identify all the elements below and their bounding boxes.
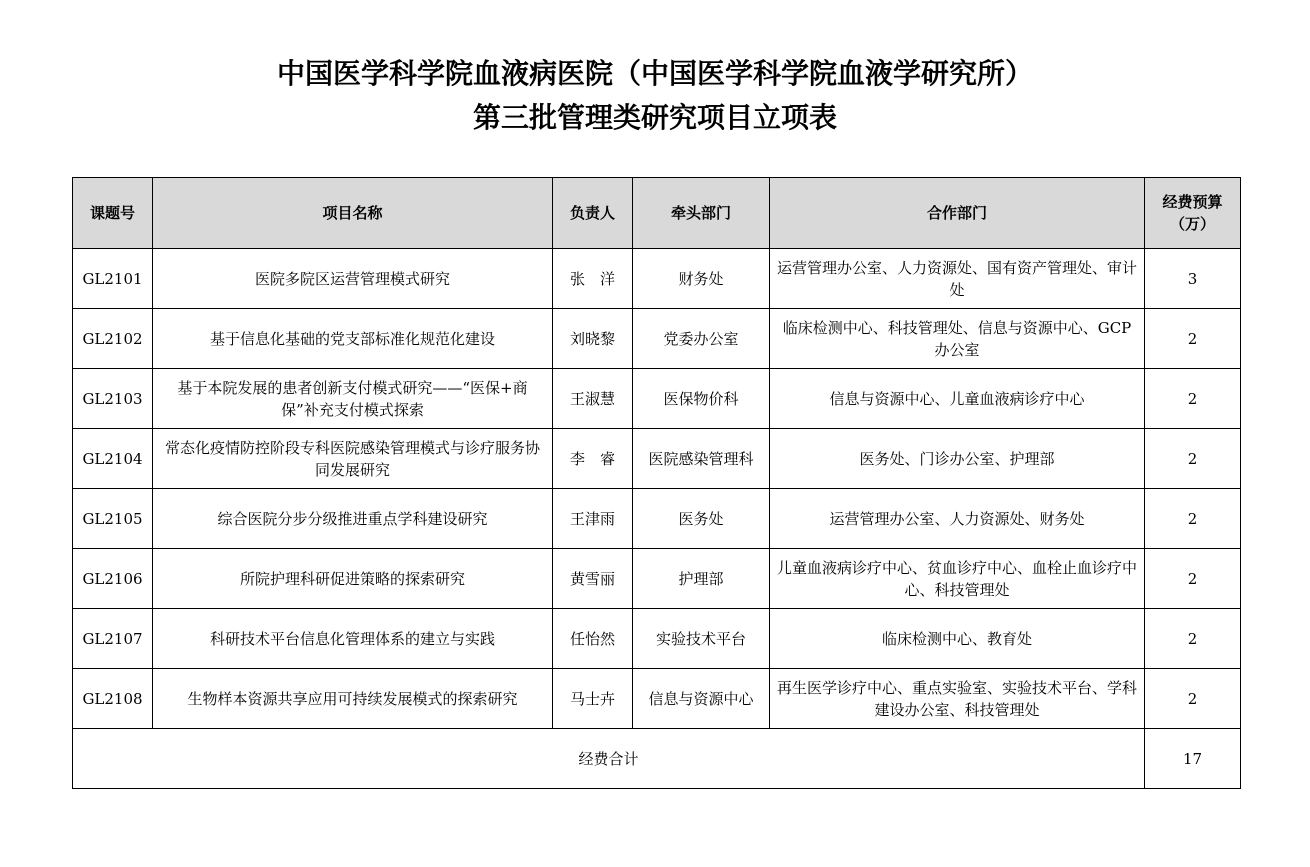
row-leader: 李 睿 [553, 429, 633, 489]
header-leader: 负责人 [553, 178, 633, 249]
table-row [73, 489, 1241, 549]
row-budget: 2 [1145, 669, 1241, 729]
row-lead-dept: 实验技术平台 [633, 609, 770, 669]
table-row [73, 549, 1241, 609]
row-lead-dept: 信息与资源中心 [633, 669, 770, 729]
row-code: GL2105 [73, 489, 153, 549]
title-line-2: 第三批管理类研究项目立项表 [472, 101, 837, 134]
row-budget: 3 [1145, 249, 1241, 309]
row-budget: 2 [1145, 369, 1241, 429]
row-lead-dept: 财务处 [633, 249, 770, 309]
row-code: GL2102 [73, 309, 153, 369]
table-row [73, 309, 1241, 369]
row-partners: 信息与资源中心、儿童血液病诊疗中心 [770, 369, 1145, 429]
row-code: GL2103 [73, 369, 153, 429]
table-row [73, 429, 1241, 489]
row-budget: 2 [1145, 549, 1241, 609]
row-partners: 临床检测中心、教育处 [770, 609, 1145, 669]
row-leader: 马士卉 [553, 669, 633, 729]
table-row [73, 249, 1241, 309]
row-leader: 王淑慧 [553, 369, 633, 429]
header-name: 项目名称 [153, 178, 553, 249]
row-leader: 张 洋 [553, 249, 633, 309]
row-lead-dept: 党委办公室 [633, 309, 770, 369]
header-partners: 合作部门 [770, 178, 1145, 249]
row-leader: 任怡然 [553, 609, 633, 669]
header-row [73, 178, 1241, 249]
total-value: 17 [1145, 729, 1241, 789]
row-budget: 2 [1145, 609, 1241, 669]
row-partners: 运营管理办公室、人力资源处、财务处 [770, 489, 1145, 549]
title-line-1: 中国医学科学院血液病医院（中国医学科学院血液学研究所） [276, 57, 1033, 90]
header-budget: 经费预算（万） [1145, 178, 1241, 249]
row-budget: 2 [1145, 489, 1241, 549]
total-label: 经费合计 [73, 729, 1145, 789]
row-name: 医院多院区运营管理模式研究 [153, 249, 553, 309]
row-name: 所院护理科研促进策略的探索研究 [153, 549, 553, 609]
row-name: 常态化疫情防控阶段专科医院感染管理模式与诊疗服务协同发展研究 [153, 429, 553, 489]
header-code: 课题号 [73, 178, 153, 249]
row-leader: 王津雨 [553, 489, 633, 549]
row-code: GL2107 [73, 609, 153, 669]
row-code: GL2101 [73, 249, 153, 309]
row-partners: 再生医学诊疗中心、重点实验室、实验技术平台、学科建设办公室、科技管理处 [770, 669, 1145, 729]
row-lead-dept: 医务处 [633, 489, 770, 549]
row-code: GL2108 [73, 669, 153, 729]
total-row [73, 729, 1241, 789]
project-table [72, 177, 1241, 789]
table-row [73, 369, 1241, 429]
table-row [73, 669, 1241, 729]
table-row [73, 609, 1241, 669]
row-leader: 刘晓黎 [553, 309, 633, 369]
row-name: 综合医院分步分级推进重点学科建设研究 [153, 489, 553, 549]
document-title [0, 52, 1310, 140]
row-partners: 临床检测中心、科技管理处、信息与资源中心、GCP 办公室 [770, 309, 1145, 369]
row-leader: 黄雪丽 [553, 549, 633, 609]
row-code: GL2106 [73, 549, 153, 609]
row-lead-dept: 医保物价科 [633, 369, 770, 429]
row-name: 科研技术平台信息化管理体系的建立与实践 [153, 609, 553, 669]
row-code: GL2104 [73, 429, 153, 489]
row-name: 基于本院发展的患者创新支付模式研究——“医保+商保”补充支付模式探索 [153, 369, 553, 429]
row-budget: 2 [1145, 429, 1241, 489]
row-lead-dept: 护理部 [633, 549, 770, 609]
row-name: 生物样本资源共享应用可持续发展模式的探索研究 [153, 669, 553, 729]
row-lead-dept: 医院感染管理科 [633, 429, 770, 489]
row-partners: 儿童血液病诊疗中心、贫血诊疗中心、血栓止血诊疗中心、科技管理处 [770, 549, 1145, 609]
row-partners: 医务处、门诊办公室、护理部 [770, 429, 1145, 489]
row-name: 基于信息化基础的党支部标准化规范化建设 [153, 309, 553, 369]
header-lead-dept: 牵头部门 [633, 178, 770, 249]
row-budget: 2 [1145, 309, 1241, 369]
row-partners: 运营管理办公室、人力资源处、国有资产管理处、审计处 [770, 249, 1145, 309]
